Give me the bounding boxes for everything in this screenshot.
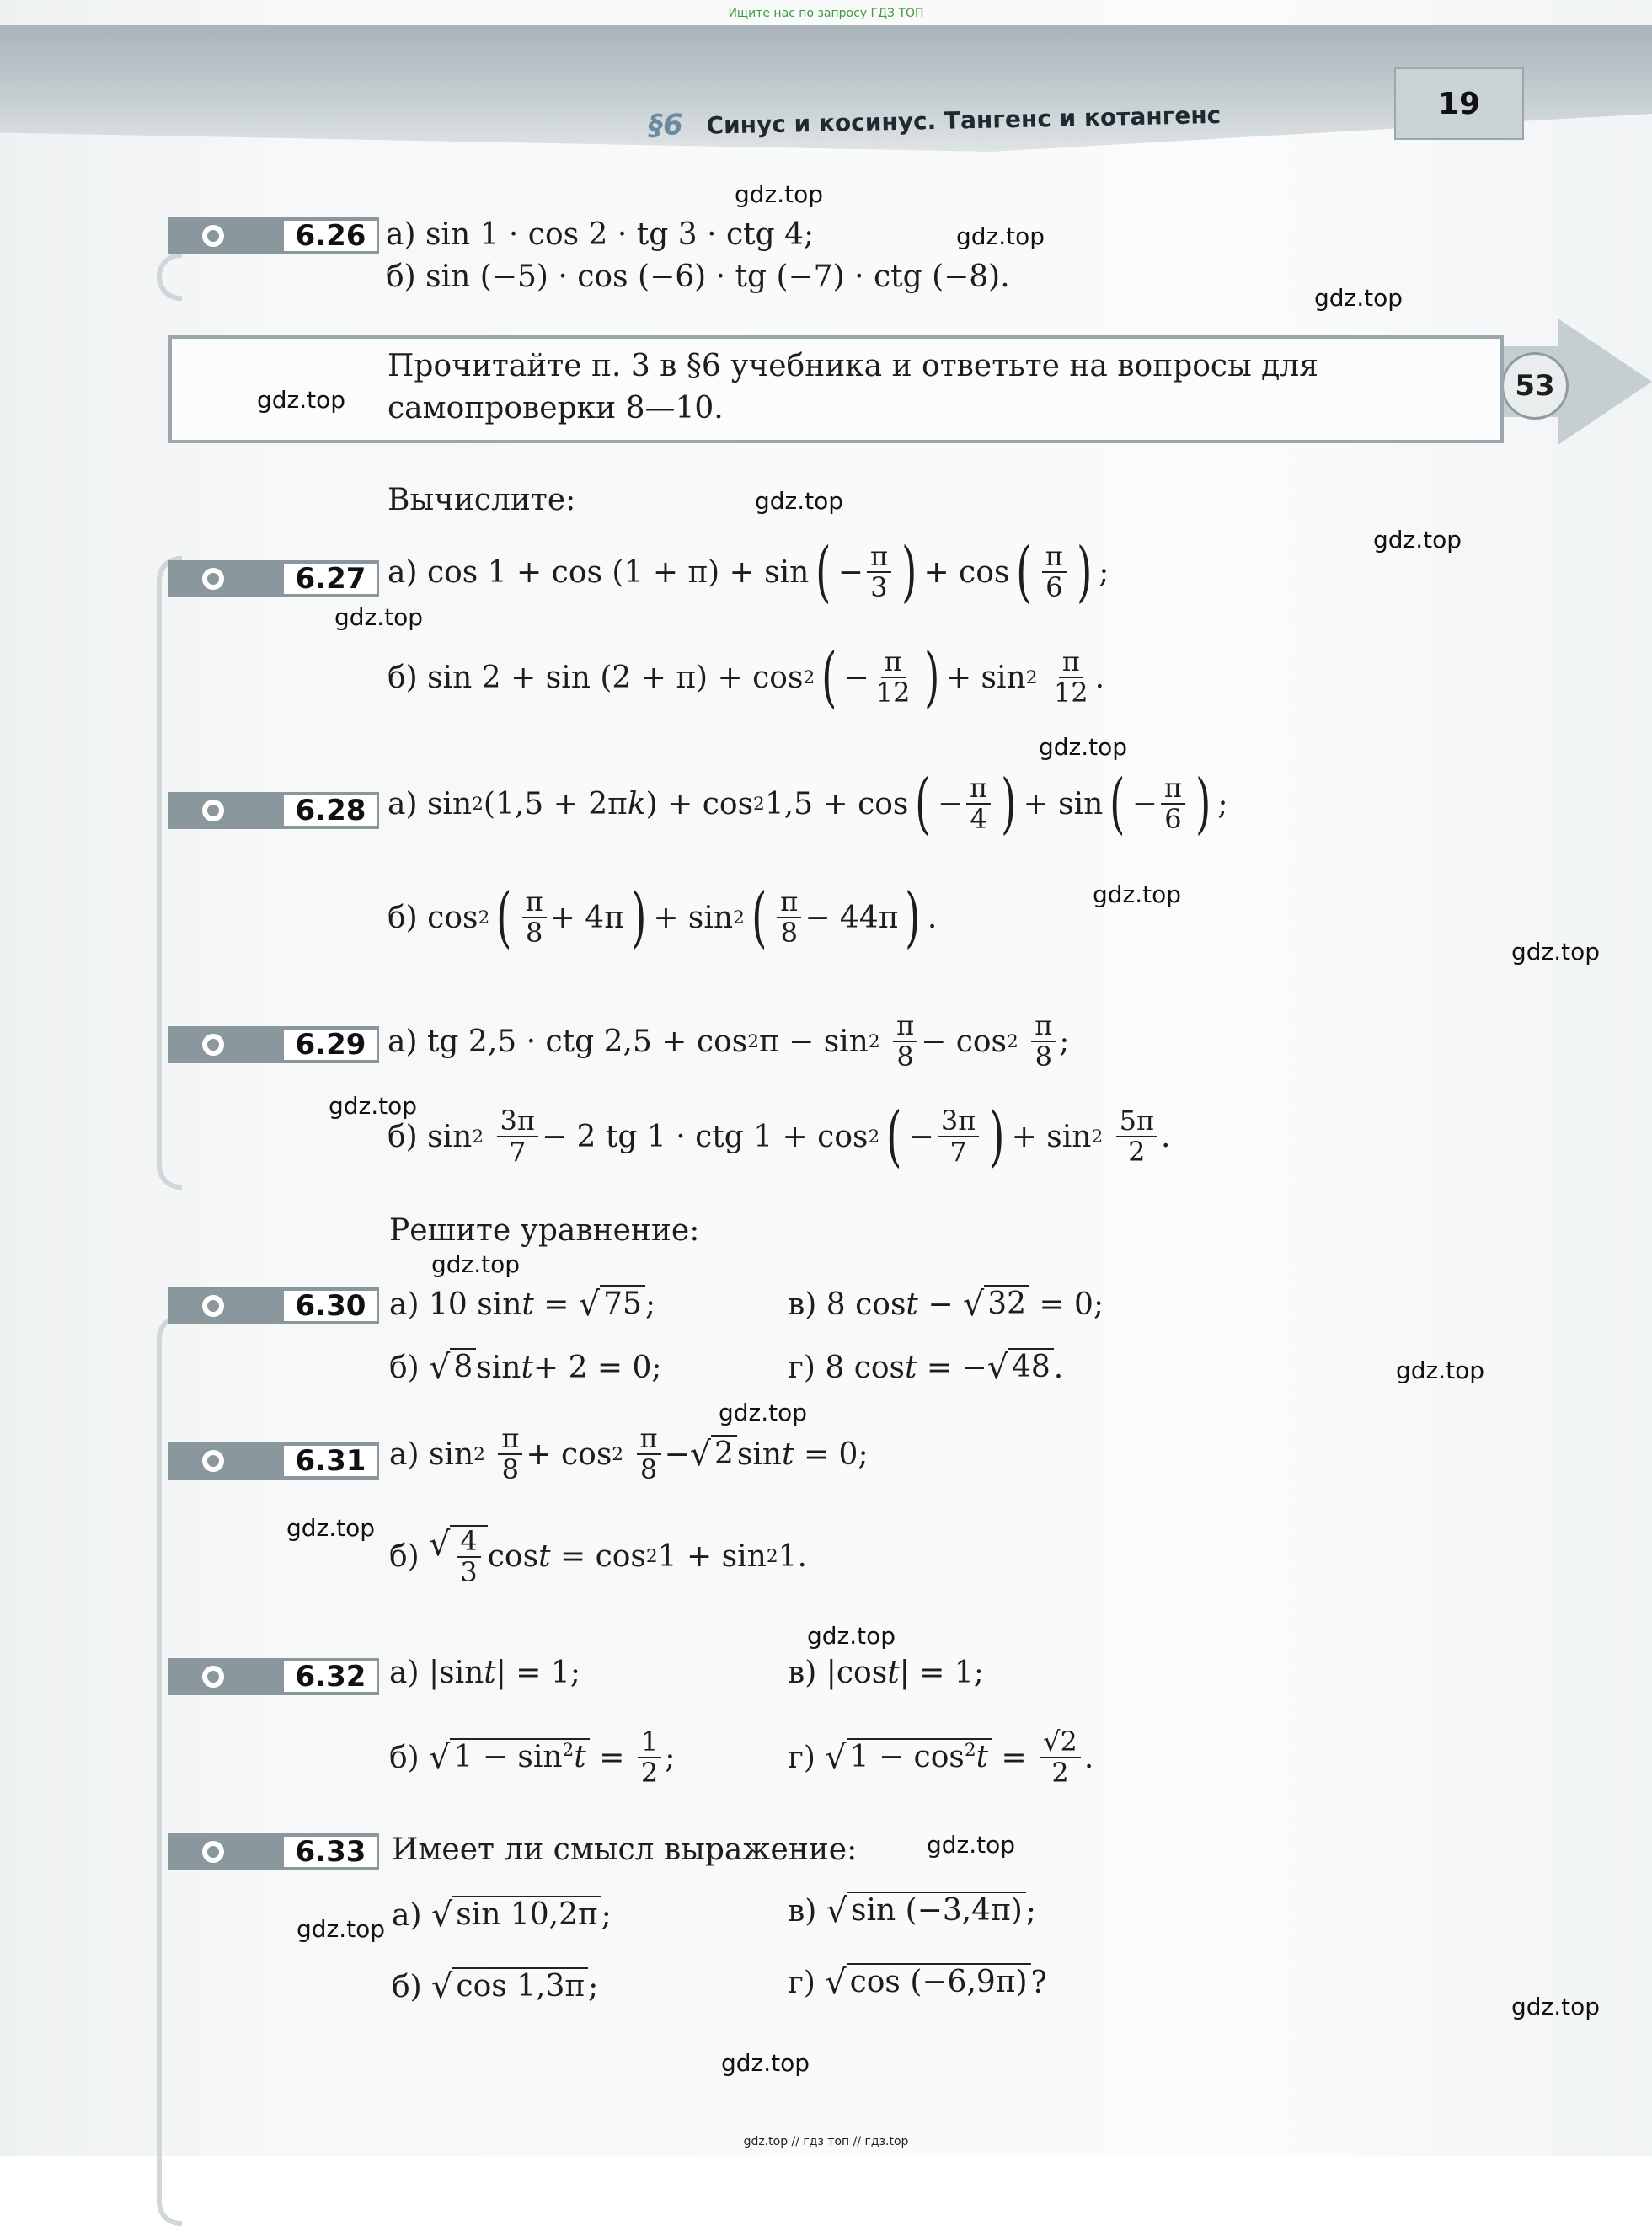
side-bracket <box>157 556 182 1190</box>
exercise-number-bar <box>168 217 379 254</box>
watermark: gdz.top <box>1396 1356 1485 1384</box>
circle-icon <box>202 1666 224 1688</box>
exercise-number-bar <box>168 1287 379 1324</box>
notice-text: Прочитайте п. 3 в §6 учебника и ответьте на вопросы для самопроверки 8—10. <box>388 349 1318 425</box>
exercise-number: 6.29 <box>282 1028 379 1062</box>
exercise-line: а) |sin t | = 1; <box>389 1656 580 1690</box>
exercise-line: б) √ $\frac{4}{3}$ cos t = cos 2 1 + sin 2 1. <box>389 1525 807 1589</box>
circle-icon <box>202 1450 224 1472</box>
exercise-number: 6.26 <box>282 219 379 253</box>
exercise-line: а) sin 2 (1,5 + 2π k ) + cos 2 1,5 + cos ( − $\frac{\pi}{4}$ ) + sin ( − $\frac{\pi}{6}$ ) ; <box>388 766 1228 842</box>
bottom-note: gdz.top // гдз топ // гдз.top <box>743 2135 909 2148</box>
exercise-number: 6.27 <box>282 562 379 596</box>
watermark: gdz.top <box>257 386 346 414</box>
watermark: gdz.top <box>297 1915 386 1943</box>
exercise-number-bar <box>168 560 379 597</box>
exercise-line: г) √ cos (−6,9π) ? <box>788 1963 1047 2002</box>
exercise-line: в) 8 cos t − √ 32 = 0; <box>788 1285 1104 1324</box>
exercise-line: б) √ 8 sin t + 2 = 0; <box>389 1348 662 1387</box>
watermark: gdz.top <box>334 603 424 631</box>
watermark: gdz.top <box>807 1622 896 1650</box>
exercise-number-bar <box>168 792 379 829</box>
circle-icon <box>202 568 224 590</box>
side-bracket <box>157 253 182 301</box>
circle-icon <box>202 800 224 821</box>
exercise-line: Имеет ли смысл выражение: <box>392 1833 858 1867</box>
heading-compute: Вычислите: <box>388 483 576 517</box>
exercise-number-bar <box>168 1026 379 1063</box>
exercise-number: 6.32 <box>282 1660 379 1694</box>
watermark: gdz.top <box>956 222 1045 250</box>
watermark: gdz.top <box>1511 938 1601 966</box>
exercise-number: 6.33 <box>282 1835 379 1869</box>
watermark: gdz.top <box>1314 284 1403 312</box>
circle-icon <box>202 1841 224 1863</box>
exercise-line: б) sin 2 $\frac{3\pi}{7}$ − 2 tg 1 · ctg 1 + cos 2 ( − $\frac{3\pi}{7}$ ) + sin 2 $\frac{5\pi}{2}$ . <box>388 1099 1171 1175</box>
watermark: gdz.top <box>329 1092 418 1120</box>
watermark: gdz.top <box>1039 733 1128 761</box>
exercise-line: г) 8 cos t = − √ 48 . <box>788 1348 1064 1387</box>
watermark: gdz.top <box>1093 880 1182 908</box>
heading-solve: Решите уравнение: <box>389 1213 700 1248</box>
exercise-line: а) cos 1 + cos (1 + π) + sin ( − $\frac{\pi}{3}$ ) + cos ( $\frac{\pi}{6}$ ) ; <box>388 534 1109 610</box>
circle-icon <box>202 1295 224 1317</box>
exercise-number-bar <box>168 1833 379 1870</box>
section-number: §6 <box>648 108 684 143</box>
side-tab-number: 53 <box>1501 352 1569 420</box>
watermark: gdz.top <box>927 1831 1016 1859</box>
watermark: gdz.top <box>735 180 824 208</box>
watermark: gdz.top <box>286 1514 376 1542</box>
watermark: gdz.top <box>719 1399 808 1426</box>
exercise-line: б) √ cos 1,3π ; <box>392 1967 599 2006</box>
exercise-number: 6.31 <box>282 1444 379 1478</box>
watermark: gdz.top <box>1373 526 1462 554</box>
exercise-line: а) 10 sin t = √ 75 ; <box>389 1285 656 1324</box>
circle-icon <box>202 1034 224 1056</box>
exercise-number: 6.30 <box>282 1289 379 1323</box>
exercise-line: а) √ sin 10,2π ; <box>392 1896 612 1934</box>
exercise-number-bar <box>168 1442 379 1480</box>
exercise-line: в) √ sin (−3,4π) ; <box>788 1892 1036 1930</box>
exercise-number-bar <box>168 1658 379 1695</box>
watermark: gdz.top <box>431 1250 521 1278</box>
watermark: gdz.top <box>755 487 844 515</box>
exercise-line: б) √ $1 - \sin^2t$ = $\frac{1}{2}$ ; <box>389 1726 676 1790</box>
exercise-line: а) tg 2,5 · ctg 2,5 + cos 2 π − sin 2 $\frac{\pi}{8}$ − cos 2 $\frac{\pi}{8}$ ; <box>388 1009 1070 1073</box>
exercise-line: г) √ $1 - \cos^2t$ = $\frac{√2}{2}$ . <box>788 1726 1094 1790</box>
watermark: gdz.top <box>721 2049 810 2077</box>
exercise-line: а) sin 2 $\frac{\pi}{8}$ + cos 2 $\frac{\pi}{8}$ − √ 2 sin t = 0; <box>389 1422 869 1486</box>
watermark: gdz.top <box>1511 1993 1601 2020</box>
page-number: 19 <box>1394 67 1524 140</box>
top-note: Ищите нас по запросу ГДЗ ТОП <box>728 7 924 20</box>
circle-icon <box>202 225 224 247</box>
exercise-line: б) cos 2 ( $\frac{\pi}{8}$ + 4π ) + sin 2 ( $\frac{\pi}{8}$ − 44π ) . <box>388 880 938 955</box>
exercise-number: 6.28 <box>282 794 379 827</box>
exercise-line: в) |cos t | = 1; <box>788 1656 984 1690</box>
exercise-line: б) sin 2 + sin (2 + π) + cos 2 ( − $\frac{\pi}{12}$ ) + sin 2 $\frac{\pi}{12}$ . <box>388 639 1105 715</box>
section-name: Синус и косинус. Тангенс и котангенс <box>706 100 1222 140</box>
exercise-line: б) sin (−5) · cos (−6) · tg (−7) · ctg (−8). <box>386 260 1010 294</box>
exercise-line: а) sin 1 · cos 2 · tg 3 · ctg 4; <box>386 217 815 252</box>
